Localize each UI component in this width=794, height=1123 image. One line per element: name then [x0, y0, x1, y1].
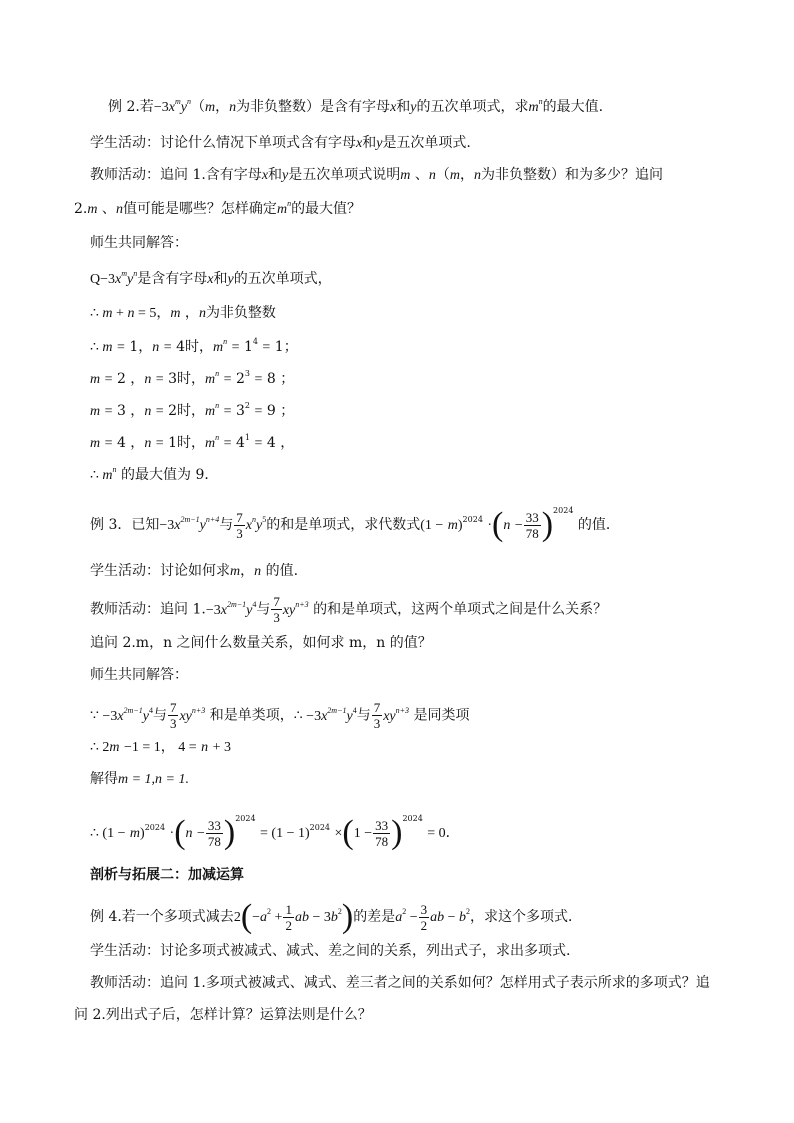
example-3-teacher-line-1: 教师活动：追问 $1.-3x^{2m-1}y^4$与 $\frac{7}{3}$ $xy^{n+3}$ 的和是单项式，这两个单项式之间是什么关系？: [90, 594, 608, 625]
example-3-joint-answer-label: 师生共同解答：: [90, 667, 188, 683]
example-2-case-3: m = 3 ，n = 2时，$m^n = 3^2 = 9$ ；: [90, 401, 295, 419]
example-2-solution-line-1: $Q-3x^my^n$是含有字母x和y的五次单项式，: [90, 269, 332, 287]
example-2-teacher-line-1: 教师活动：追问 1.含有字母x和y是五次单项式说明m 、n（m，n为非负整数）和为多少？追问: [90, 167, 663, 183]
example-2-joint-answer-label: 师生共同解答：: [90, 235, 188, 251]
example-3-equations: ∴ 2m −1 = 1， 4 = n + 3: [90, 739, 232, 755]
section-heading-add-subtract: 剖析与拓展二：加减运算: [90, 867, 244, 883]
example-4-student-activity: 学生活动：讨论多项式被减式、减式、差之间的关系，列出式子，求出多项式.: [90, 943, 571, 959]
example-3-teacher-line-2: 追问 2.m，n 之间什么数量关系，如何求 m，n 的值？: [90, 635, 432, 651]
example-3-student-activity: 学生活动：讨论如何求m，n 的值.: [90, 563, 299, 579]
example-2-case-2: m = 2 ，n = 3时，$m^n = 2^3 = 8$ ；: [90, 369, 295, 387]
example-2-statement: 例 2.若$-3x^my^n(m$，n为非负整数）是含有字母x和y的五次单项式，求$m^n$的最大值.: [108, 97, 604, 115]
example-4-statement: 例 4.若一个多项式减去$2(-a^2$ + $\frac{1}{2}$ ab − $3b^2$)的差是$a^2$ − $\frac{3}{2}$ ab − $b^2$，求这个多项式．: [90, 898, 582, 935]
example-3-solution-like-terms: ∵ $-3x^{2m-1}y^4$与 $\frac{7}{3}$ $xy^{n+3}$ 和是单类项，∴ $-3x^{2m-1}y^4$与 $\frac{7}{3}$ $xy^{n+3}$ 是同类项: [90, 700, 470, 731]
example-4-teacher-line-2: 问 2.列出式子后，怎样计算？运算法则是什么？: [74, 1007, 372, 1023]
example-2-max-result: ∴ $m^n$ 的最大值为 9．: [90, 465, 219, 483]
example-2-solution-line-2: ∴ m + n = 5，m ，n为非负整数: [90, 305, 276, 321]
example-3-statement: 例 3．已知$-3x^{2m-1}y^{n+4}$与 $\frac{7}{3}$ $x^ny^5$的和是单项式，求代数式$(1 - m)^{2024} \cdot(n$ − $\frac{33}{78}$ )$^{2024}$ 的值．: [90, 506, 620, 543]
example-2-case-4: m = 4 ，n = 1时，$m^n = 4^1 = 4$ ，: [90, 433, 295, 451]
example-4-teacher-line-1: 教师活动：追问 1.多项式被减式、减式、差三者之间的关系如何？怎样用式子表示所求的多项式？追: [90, 975, 710, 991]
example-3-solved-values: 解得m = 1,n = 1.: [90, 771, 190, 787]
example-2-student-activity: 学生活动：讨论什么情况下单项式含有字母x和y是五次单项式.: [90, 135, 471, 151]
example-3-final-computation: ∴ $(1 - m)^{2024} \cdot(n$ − $\frac{33}{78}$ )$^{2024} = (1 - 1)^{2024} \times(1$ − $\frac{33}{78}$ )$^{2024}$ = 0．: [90, 814, 460, 851]
example-2-teacher-line-2: 2.m 、n值可能是哪些？怎样确定$m^n$的最大值？: [74, 199, 362, 217]
example-2-case-1: ∴ m = 1，n = 4时，$m^n = 1^4 = 1$；: [90, 337, 298, 355]
